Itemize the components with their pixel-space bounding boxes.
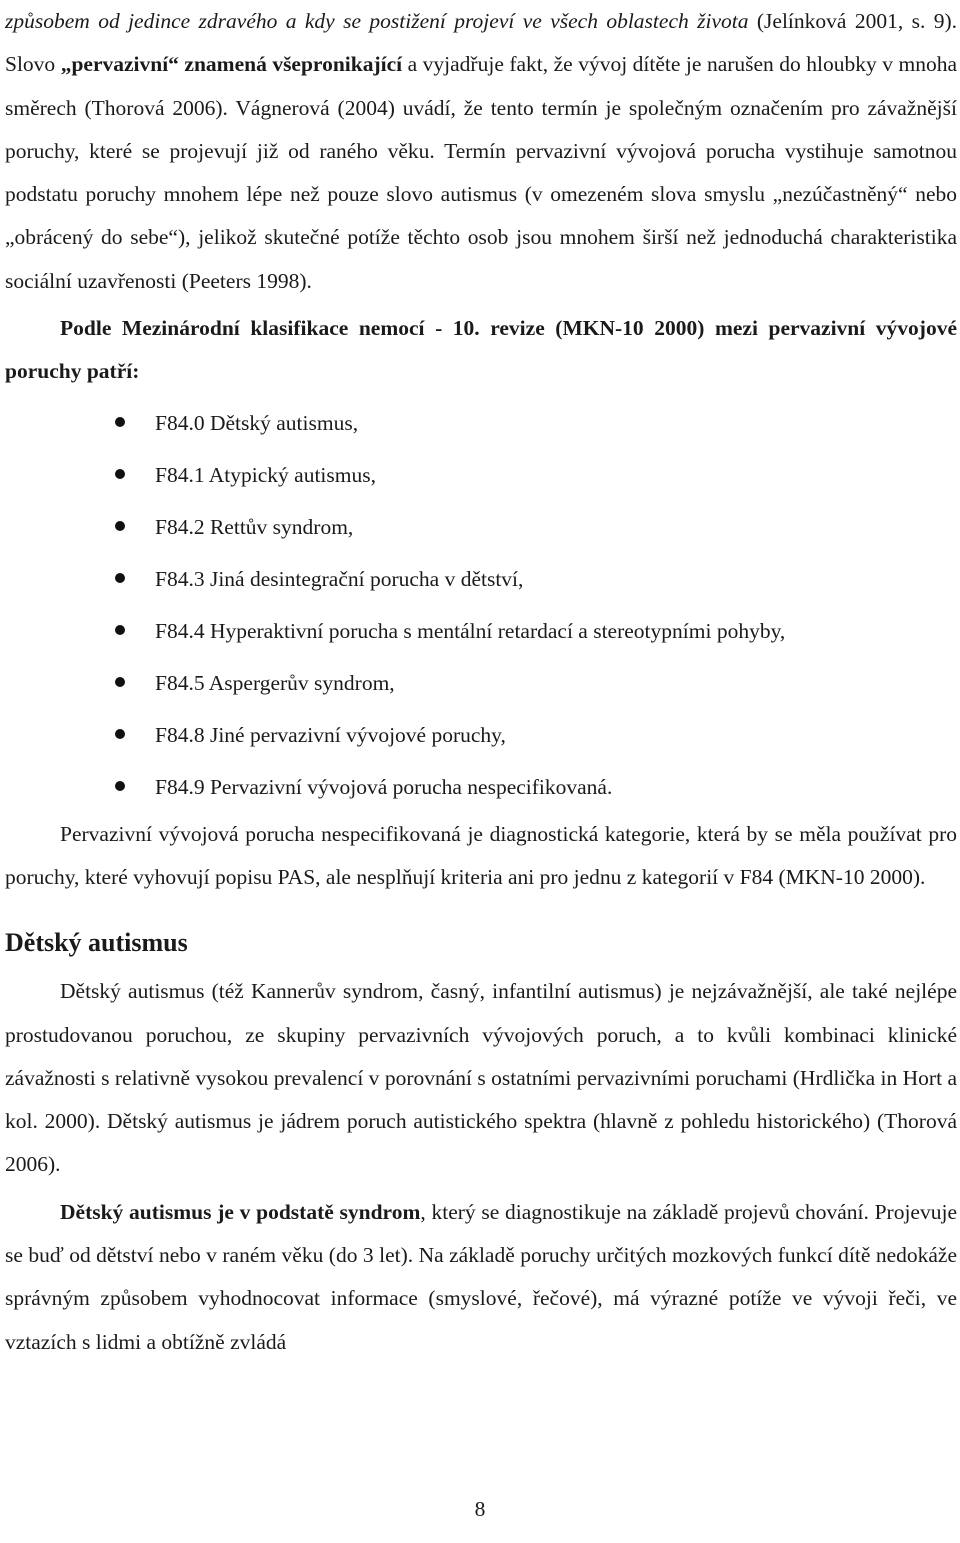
diagnosis-list (5, 397, 957, 813)
paragraph-childhood-autism: Dětský autismus (též Kannerův syndrom, časný, infantilní autismus) je nejzávažnější, ale také nejlépe prostudovanou poruchou, ze skupiny pervazivních vývojových poruch, a to kvůli kombinaci klinické závažnosti s relativně vysokou prevalencí v porovnání s ostatními pervazivními poruchami (Hrdlička in Hort a kol. 2000). Dětský autismus je jádrem poruch autistického spektra (hlavně z pohledu historického) (Thorová 2006). (5, 979, 957, 1177)
paragraph-syndrome: Dětský autismus je v podstatě syndrom, který se diagnostikuje na základě projevů chování. Projevuje se buď od dětství nebo v raném věku (do 3 let). Na základě poruchy určitých mozkových funkcí dítě nedokáže správným způsobem vyhodnocovat informace (smyslové, řečové), má výrazné potíže ve vývoji řeči, ve vztazích s lidmi a obtížně zvládá (5, 1199, 957, 1354)
bullet-icon (115, 625, 125, 635)
section-heading: Dětský autismus (5, 928, 188, 958)
bullet-icon (115, 573, 125, 583)
list-item: F84.8 Jiné pervazivní vývojové poruchy, (5, 709, 957, 761)
list-item: F84.4 Hyperaktivní porucha s mentální retardací a stereotypními pohyby, (5, 605, 957, 657)
list-item: F84.1 Atypický autismus, (5, 449, 957, 501)
bullet-icon (115, 469, 125, 479)
list-item: F84.9 Pervazivní vývojová porucha nespecifikovaná. (5, 761, 957, 813)
list-item: F84.5 Aspergerův syndrom, (5, 657, 957, 709)
bold-term: „pervazivní“ znamená všepronikající (60, 52, 403, 77)
bullet-icon (115, 677, 125, 687)
list-item: F84.2 Rettův syndrom, (5, 501, 957, 553)
paragraph-pervasive-definition: způsobem od jedince zdravého a kdy se postižení projeví ve všech oblastech života (Jelínková 2001, s. 9). Slovo „pervazivní“ znamená všepronikající a vyjadřuje fakt, že vývoj dítěte je narušen do hloubky v mnoha směrech (Thorová 2006). Vágnerová (2004) uvádí, že tento termín je společným označením pro závažnější poruchy, které se projevují již od raného věku. Termín pervazivní vývojová porucha vystihuje samotnou podstatu poruchy mnohem lépe než pouze slovo autismus (v omezeném slova smyslu „nezúčastněný“ nebo „obrácený do sebe“), jelikož skutečné potíže těchto osob jsou mnohem širší než jednoduchá charakteristika sociální uzavřenosti (Peeters 1998). (5, 9, 958, 293)
classification-intro: Podle Mezinárodní klasifikace nemocí - 10. revize (MKN-10 2000) mezi pervazivní vývojové poruchy patří: (5, 316, 957, 384)
paragraph-unspecified: Pervazivní vývojová porucha nespecifikovaná je diagnostická kategorie, která by se měla používat pro poruchy, které vyhovují popisu PAS, ale nesplňují kriteria ani pro jednu z kategorií v F84 (MKN-10 2000). (5, 821, 957, 889)
page-number: 8 (474, 1497, 486, 1521)
bold-lead: Dětský autismus je v podstatě syndrom (60, 1199, 421, 1224)
list-item: F84.0 Dětský autismus, (5, 397, 957, 449)
bullet-icon (115, 781, 125, 791)
bullet-icon (115, 417, 125, 427)
document-page (5, 0, 957, 1364)
list-item: F84.3 Jiná desintegrační porucha v dětství, (5, 553, 957, 605)
bullet-icon (115, 521, 125, 531)
bullet-icon (115, 729, 125, 739)
italic-quote: způsobem od jedince zdravého a kdy se postižení projeví ve všech oblastech života (5, 9, 749, 33)
